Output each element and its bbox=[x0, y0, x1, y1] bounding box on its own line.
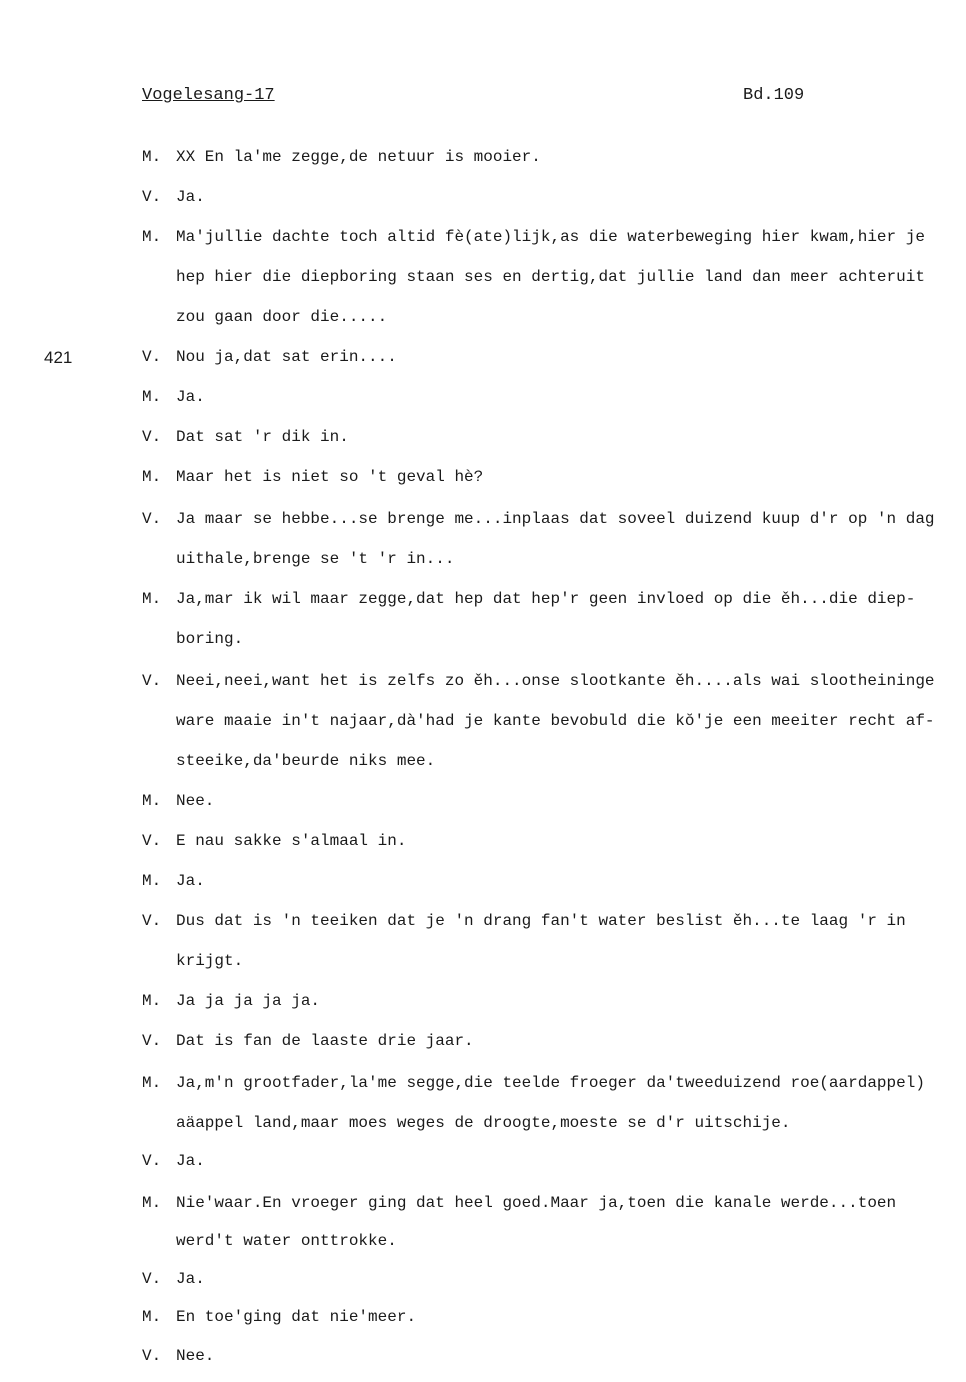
transcript-line bbox=[142, 1032, 474, 1050]
page-header-reference: Bd.109 bbox=[743, 86, 805, 105]
transcript-line bbox=[142, 1152, 205, 1170]
speaker-label: M. bbox=[142, 228, 162, 246]
speaker-label: V. bbox=[142, 348, 162, 366]
speaker-label: V. bbox=[142, 832, 162, 850]
transcript-line bbox=[176, 308, 387, 326]
line-text: zou gaan door die..... bbox=[176, 308, 388, 326]
speaker-label: V. bbox=[142, 1347, 162, 1365]
line-text: XX En la'me zegge,de netuur is mooier. bbox=[176, 148, 541, 166]
line-text: Nee. bbox=[176, 1347, 215, 1365]
line-text: boring. bbox=[176, 630, 244, 648]
speaker-label: M. bbox=[142, 1308, 162, 1326]
speaker-label: V. bbox=[142, 188, 162, 206]
transcript-line bbox=[176, 712, 935, 730]
speaker-label: M. bbox=[142, 1074, 162, 1092]
line-text: werd't water onttrokke. bbox=[176, 1232, 397, 1250]
transcript-line bbox=[142, 1347, 214, 1365]
margin-page-number: 421 bbox=[44, 348, 73, 367]
speaker-label: V. bbox=[142, 912, 162, 930]
line-text: Ja. bbox=[176, 1270, 205, 1288]
transcript-line bbox=[142, 1308, 416, 1326]
transcript-line bbox=[142, 672, 935, 690]
speaker-label: M. bbox=[142, 388, 162, 406]
line-text: Dus dat is 'n teeiken dat je 'n drang fan't water beslist ěh...te laag 'r in bbox=[176, 912, 906, 930]
transcript-line bbox=[176, 630, 243, 648]
transcript-line bbox=[142, 872, 205, 890]
transcript-line bbox=[176, 952, 243, 970]
transcript-line bbox=[142, 428, 349, 446]
transcript-line bbox=[176, 268, 925, 286]
transcript-line bbox=[142, 590, 915, 608]
line-text: Nie'waar.En vroeger ging dat heel goed.Maar ja,toen die kanale werde...toen bbox=[176, 1194, 897, 1212]
transcript-line bbox=[142, 1074, 925, 1092]
transcript-line bbox=[142, 792, 214, 810]
line-text: Dat sat 'r dik in. bbox=[176, 428, 349, 446]
speaker-label: M. bbox=[142, 148, 162, 166]
transcript-line bbox=[142, 510, 935, 528]
transcript-line bbox=[142, 1270, 205, 1288]
speaker-label: M. bbox=[142, 992, 162, 1010]
line-text: Ma'jullie dachte toch altid fè(ate)lijk,as die waterbeweging hier kwam,hier je bbox=[176, 228, 925, 246]
transcript-line bbox=[142, 832, 406, 850]
line-text: Ja ja ja ja ja. bbox=[176, 992, 321, 1010]
transcript-line bbox=[176, 752, 435, 770]
transcript-line bbox=[176, 550, 454, 568]
transcript-line bbox=[142, 148, 541, 166]
line-text: Ja. bbox=[176, 1152, 205, 1170]
transcript-line bbox=[176, 1232, 397, 1250]
speaker-label: V. bbox=[142, 1032, 162, 1050]
speaker-label: M. bbox=[142, 468, 162, 486]
line-text: steeike,da'beurde niks mee. bbox=[176, 752, 436, 770]
transcript-line bbox=[142, 348, 397, 366]
transcript-line bbox=[142, 188, 205, 206]
line-text: uithale,brenge se 't 'r in... bbox=[176, 550, 455, 568]
line-text: Dat is fan de laaste drie jaar. bbox=[176, 1032, 474, 1050]
speaker-label: V. bbox=[142, 672, 162, 690]
line-text: Ja. bbox=[176, 872, 205, 890]
line-text: Ja maar se hebbe...se brenge me...inplaas dat soveel duizend kuup d'r op 'n dag bbox=[176, 510, 935, 528]
transcript-line bbox=[142, 912, 906, 930]
line-text: ware maaie in't najaar,dà'had je kante bevobuld die kŏ'je een meeiter recht af- bbox=[176, 712, 935, 730]
line-text: En toe'ging dat nie'meer. bbox=[176, 1308, 417, 1326]
line-text: aäappel land,maar moes weges de droogte,moeste se d'r uitschije. bbox=[176, 1114, 791, 1132]
speaker-label: V. bbox=[142, 1152, 162, 1170]
line-text: krijgt. bbox=[176, 952, 244, 970]
line-text: Maar het is niet so 't geval hè? bbox=[176, 468, 484, 486]
line-text: Ja,m'n grootfader,la'me segge,die teelde froeger da'tweeduizend roe(aardappel) bbox=[176, 1074, 925, 1092]
line-text: Nou ja,dat sat erin.... bbox=[176, 348, 397, 366]
line-text: hep hier die diepboring staan ses en dertig,dat jullie land dan meer achteruit bbox=[176, 268, 925, 286]
speaker-label: M. bbox=[142, 590, 162, 608]
speaker-label: V. bbox=[142, 1270, 162, 1288]
transcript-line bbox=[142, 992, 320, 1010]
transcript-line bbox=[142, 228, 925, 246]
speaker-label: V. bbox=[142, 428, 162, 446]
speaker-label: M. bbox=[142, 792, 162, 810]
line-text: Ja,mar ik wil maar zegge,dat hep dat hep'r geen invloed op die ěh...die diep- bbox=[176, 590, 916, 608]
page-header-title: Vogelesang-17 bbox=[142, 86, 275, 105]
transcript-line bbox=[142, 388, 205, 406]
line-text: Neei,neei,want het is zelfs zo ěh...onse slootkante ěh....als wai slootheininge bbox=[176, 672, 935, 690]
transcript-line bbox=[176, 1114, 791, 1132]
speaker-label: M. bbox=[142, 872, 162, 890]
line-text: Nee. bbox=[176, 792, 215, 810]
speaker-label: M. bbox=[142, 1194, 162, 1212]
transcript-line bbox=[142, 1194, 896, 1212]
transcript-line bbox=[142, 468, 483, 486]
line-text: E nau sakke s'almaal in. bbox=[176, 832, 407, 850]
line-text: Ja. bbox=[176, 188, 205, 206]
line-text: Ja. bbox=[176, 388, 205, 406]
speaker-label: V. bbox=[142, 510, 162, 528]
